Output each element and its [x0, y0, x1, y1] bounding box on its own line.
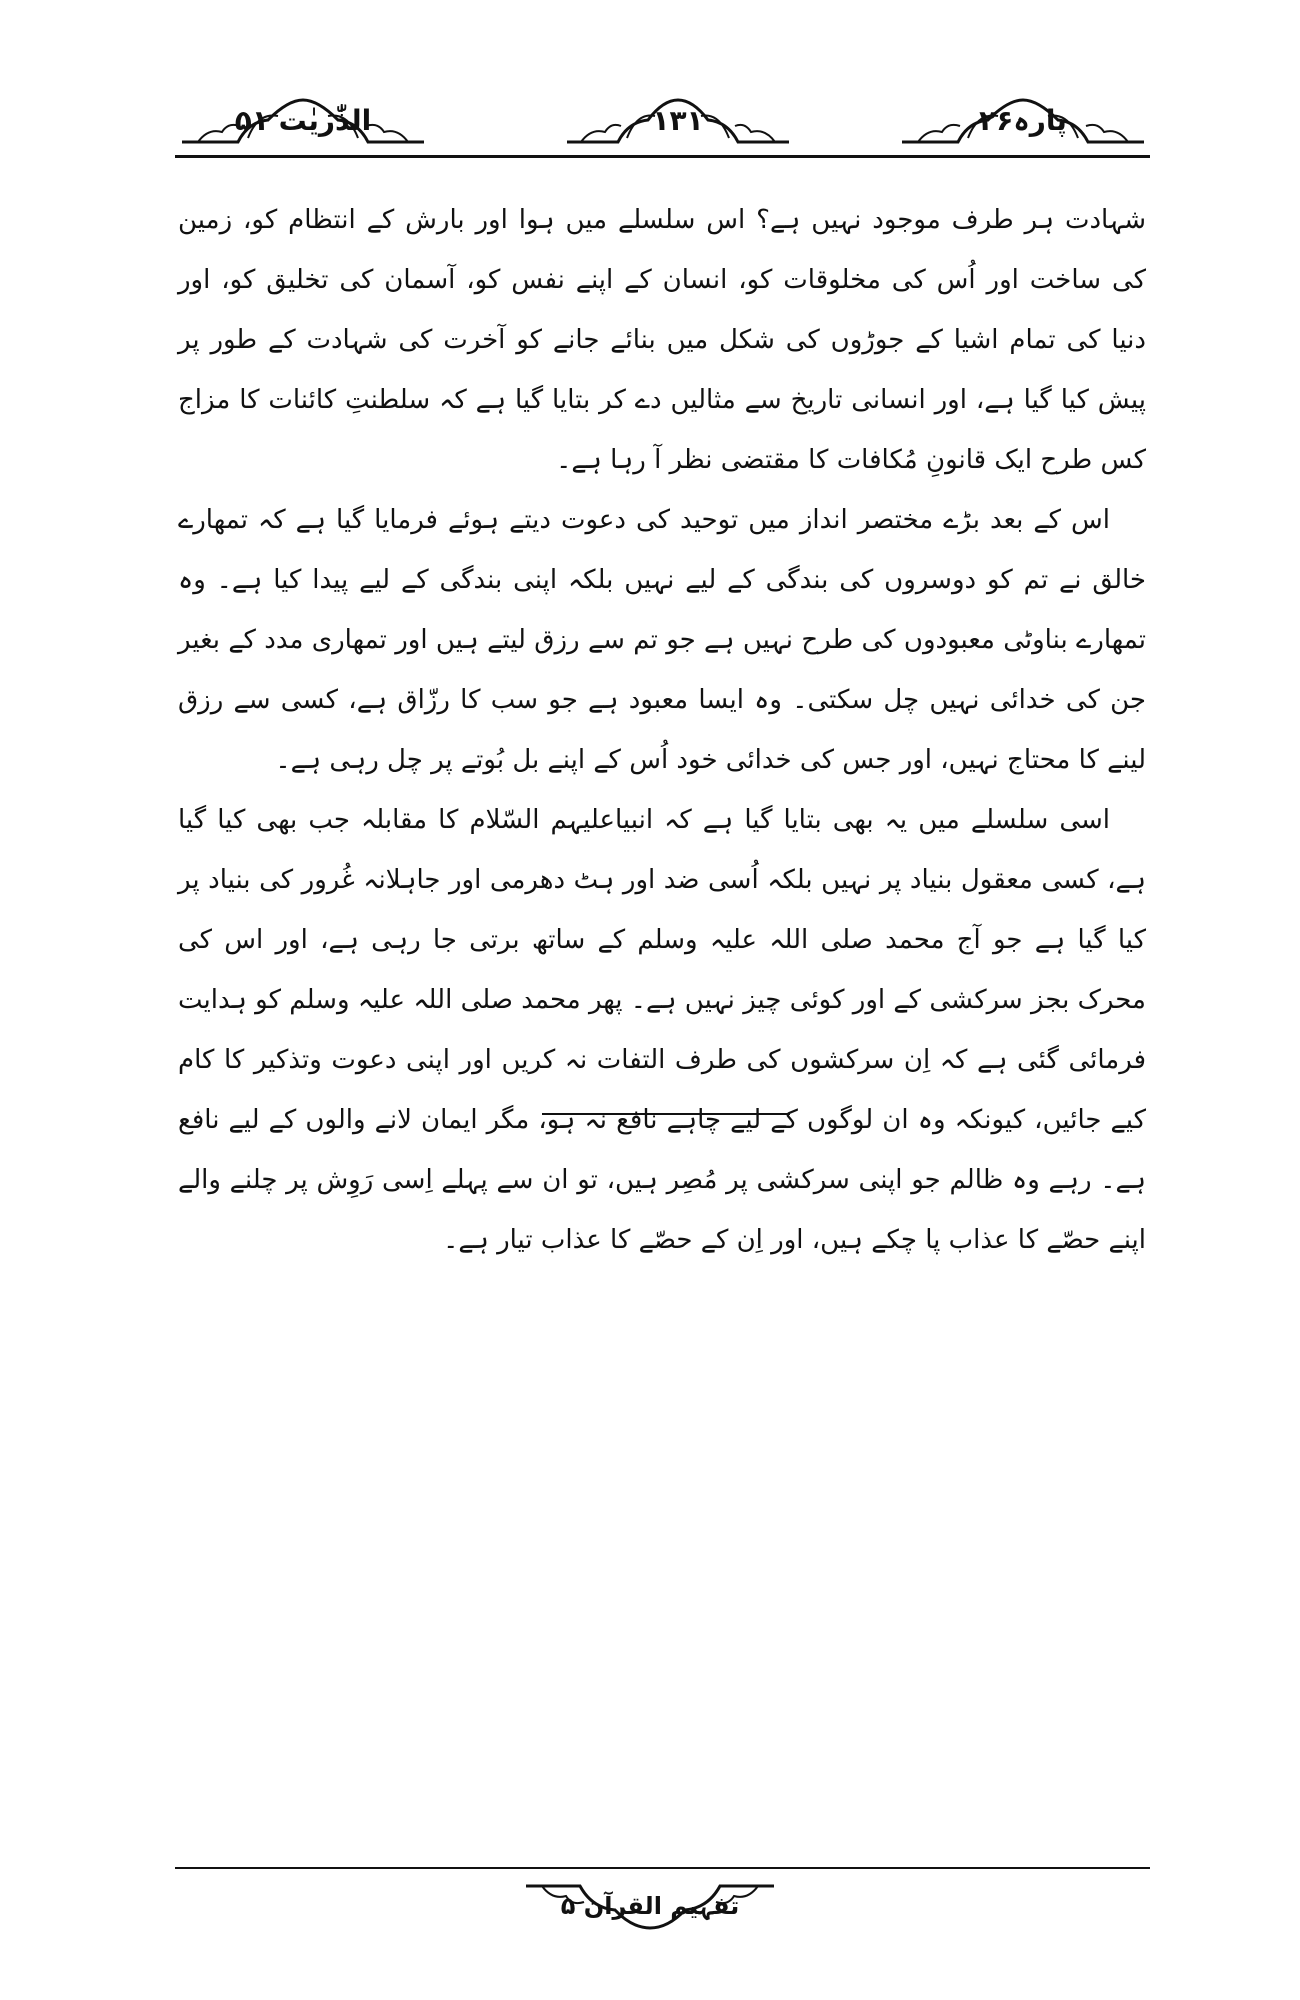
header-rule: [175, 155, 1150, 158]
paragraph: شہادت ہر طرف موجود نہیں ہے؟ اس سلسلے میں ہوا اور بارش کے انتظام کو، زمین کی ساخت اور اُس کی مخلوقات کو، انسان کے اپنے نفس کو، آسمان کی تخلیق کو، اور دنیا کی تمام اشیا کے جوڑوں کی شکل میں بنائے جانے کو آخرت کی شہادت کے طور پر پیش کیا گیا ہے، اور انسانی تاریخ سے مثالیں دے کر بتایا گیا ہے کہ سلطنتِ کائنات کا مزاج کس طرح ایک قانونِ مُکافات کا مقتضی نظر آ رہا ہے۔: [178, 205, 1146, 475]
surah-label: الذّٰریٰت ۵۱: [234, 103, 372, 137]
page-header: [178, 92, 1148, 152]
main-text: [178, 190, 1146, 1270]
book-label: تفہیم القرآن ۵: [560, 1892, 740, 1920]
footer-rule: [175, 1867, 1150, 1869]
page-number: ۱۳۱: [652, 103, 704, 137]
para-label: پارہ۲۶: [979, 103, 1067, 137]
page-number-cartouche: [563, 92, 793, 148]
paragraph: اس کے بعد بڑے مختصر انداز میں توحید کی دعوت دیتے ہوئے فرمایا گیا ہے کہ تمھارے خالق نے تم کو دوسروں کی بندگی کے لیے نہیں بلکہ اپنی بندگی کے لیے پیدا کیا ہے۔ وہ تمھارے بناوٹی معبودوں کی طرح نہیں ہے جو تم سے رزق لیتے ہیں اور تمھاری مدد کے بغیر جن کی خدائی نہیں چل سکتی۔ وہ ایسا معبود ہے جو سب کا رزّاق ہے، کسی سے رزق لینے کا محتاج نہیں، اور جس کی خدائی خود اُس کے اپنے بل بُوتے پر چل رہی ہے۔: [178, 505, 1146, 775]
page-footer: [520, 1878, 780, 1934]
para-cartouche: [898, 92, 1148, 148]
section-divider: [542, 1113, 790, 1115]
paragraph: اسی سلسلے میں یہ بھی بتایا گیا ہے کہ انبیاعلیہم السّلام کا مقابلہ جب بھی کیا گیا ہے، کسی معقول بنیاد پر نہیں بلکہ اُسی ضد اور ہٹ دھرمی اور جاہلانہ غُرور کی بنیاد پر کیا گیا ہے جو آج محمد صلی اللہ علیہ وسلم کے ساتھ برتی جا رہی ہے، اور اس کی محرک بجز سرکشی کے اور کوئی چیز نہیں ہے۔ پھر محمد صلی اللہ علیہ وسلم کو ہدایت فرمائی گئی ہے کہ اِن سرکشوں کی طرف التفات نہ کریں اور اپنی دعوت وتذکیر کا کام کیے جائیں، کیونکہ وہ ان لوگوں کے لیے چاہے نافع نہ ہو، مگر ایمان لانے والوں کے لیے نافع ہے۔ رہے وہ ظالم جو اپنی سرکشی پر مُصِر ہیں، تو ان سے پہلے اِسی رَوِش پر چلنے والے اپنے حصّے کا عذاب پا چکے ہیں، اور اِن کے حصّے کا عذاب تیار ہے۔: [178, 805, 1146, 1255]
surah-cartouche: [178, 92, 428, 148]
